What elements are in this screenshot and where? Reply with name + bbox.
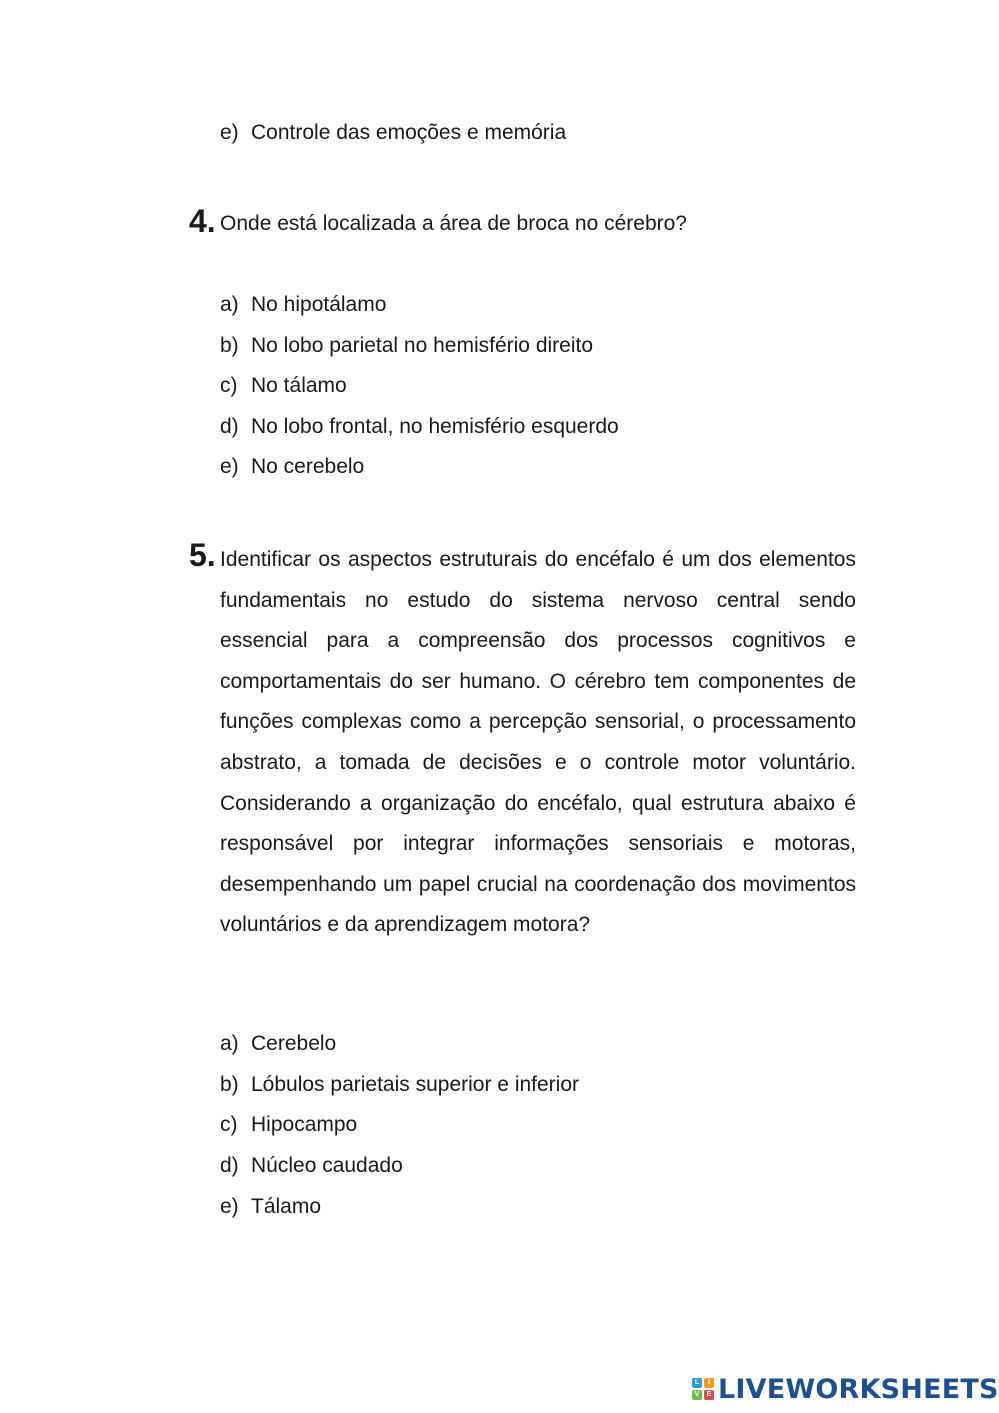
option-text: Núcleo caudado — [251, 1154, 403, 1177]
question-4-text: Onde está localizada a área de broca no cérebro? — [220, 212, 687, 235]
logo-mark-cell: V — [692, 1390, 702, 1400]
option-letter: c) — [220, 374, 238, 397]
prev-option-e[interactable] — [220, 120, 566, 146]
logo-mark-cell: I — [704, 1378, 714, 1388]
logo-mark-cell: L — [692, 1378, 702, 1388]
logo-mark-icon — [692, 1378, 714, 1400]
option-text: No hipotálamo — [251, 293, 387, 316]
option-letter: e) — [220, 1195, 239, 1218]
q4-option-a[interactable] — [220, 292, 386, 318]
q5-option-d[interactable] — [220, 1153, 403, 1179]
option-text: Lóbulos parietais superior e inferior — [251, 1073, 580, 1096]
option-letter: c) — [220, 1113, 238, 1136]
option-letter: b) — [220, 1073, 239, 1096]
q4-option-b[interactable] — [220, 333, 593, 359]
q5-option-a[interactable] — [220, 1031, 336, 1057]
q5-option-c[interactable] — [220, 1112, 357, 1138]
option-letter: d) — [220, 1154, 239, 1177]
option-letter: d) — [220, 415, 239, 438]
option-letter: e) — [220, 121, 239, 144]
liveworksheets-logo — [692, 1372, 999, 1406]
q4-option-c[interactable] — [220, 373, 347, 399]
option-letter: b) — [220, 334, 239, 357]
question-5-number: 5. — [189, 537, 216, 573]
option-letter: a) — [220, 1032, 239, 1055]
option-text: Controle das emoções e memória — [251, 121, 567, 144]
option-text: Tálamo — [251, 1195, 322, 1218]
logo-mark-cell: E — [704, 1390, 714, 1400]
option-letter: e) — [220, 455, 239, 478]
option-text: No cerebelo — [251, 455, 365, 478]
option-letter: a) — [220, 293, 239, 316]
question-4-number: 4. — [189, 203, 216, 239]
option-text: Hipocampo — [251, 1113, 358, 1136]
question-5-text: Identificar os aspectos estruturais do encéfalo é um dos elementos fundamentais no estudo do sistema nervoso central sendo essencial para a compreensão dos processos cognitivos e comportamentais do ser humano. O cérebro tem componentes de funções complexas como a percepção sensorial, o processamento abstrato, a tomada de decisões e o controle motor voluntário. Considerando a organização do encéfalo, qual estrutura abaixo é responsável por integrar informações sensoriais e motoras, desempenhando um papel crucial na coordenação dos movimentos voluntários e da aprendizagem motora? — [220, 548, 856, 937]
option-text: No tálamo — [251, 374, 347, 397]
logo-text: LIVEWORKSHEETS — [718, 1373, 999, 1405]
q4-option-e[interactable] — [220, 454, 364, 480]
q5-option-e[interactable] — [220, 1194, 321, 1220]
q4-option-d[interactable] — [220, 414, 619, 440]
option-text: No lobo frontal, no hemisfério esquerdo — [251, 415, 619, 438]
option-text: No lobo parietal no hemisfério direito — [251, 334, 594, 357]
option-text: Cerebelo — [251, 1032, 337, 1055]
q5-option-b[interactable] — [220, 1072, 579, 1098]
